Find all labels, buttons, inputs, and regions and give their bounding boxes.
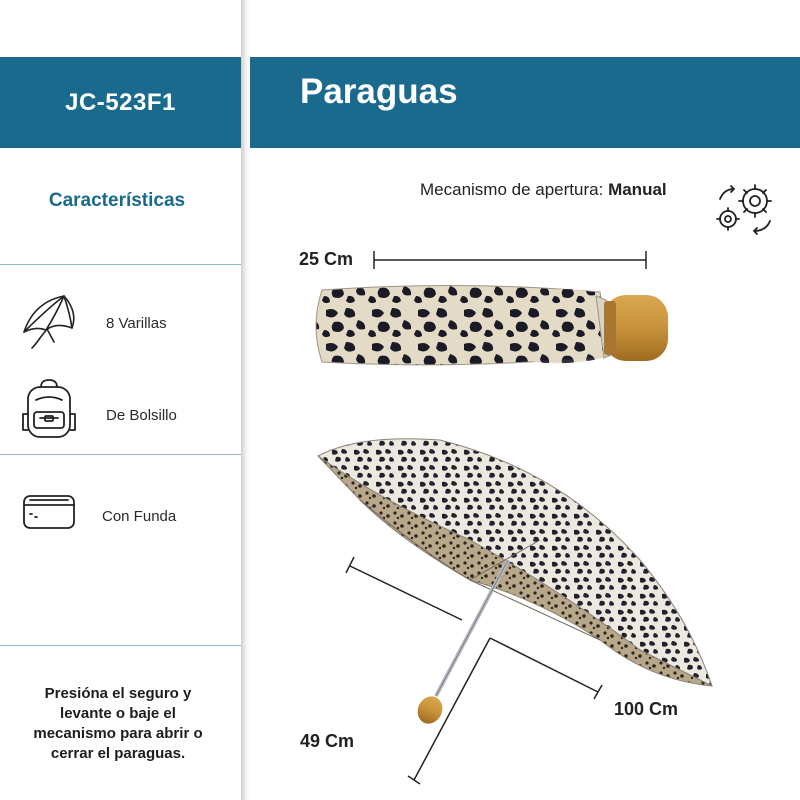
- mechanism-value: Manual: [608, 180, 667, 199]
- open-umbrella: [318, 439, 712, 728]
- closed-umbrella: [316, 285, 668, 364]
- feature-label-pocket: De Bolsillo: [106, 407, 177, 424]
- product-code: JC-523F1: [65, 88, 176, 116]
- instructions-text: Presióna el seguro y levante o baje el mecanismo para abrir o cerrar el paraguas.: [33, 685, 203, 762]
- closed-length-label: 25 Cm: [299, 249, 354, 269]
- open-diameter-label: 100 Cm: [614, 699, 679, 719]
- section-title: Características: [48, 190, 186, 211]
- feature-label-rods: 8 Varillas: [106, 315, 167, 332]
- mechanism-label: Mecanismo de apertura:: [420, 180, 604, 199]
- feature-label-case: Con Funda: [102, 508, 177, 525]
- open-length-label: 49 Cm: [300, 731, 355, 751]
- page-title: Paraguas: [300, 72, 458, 111]
